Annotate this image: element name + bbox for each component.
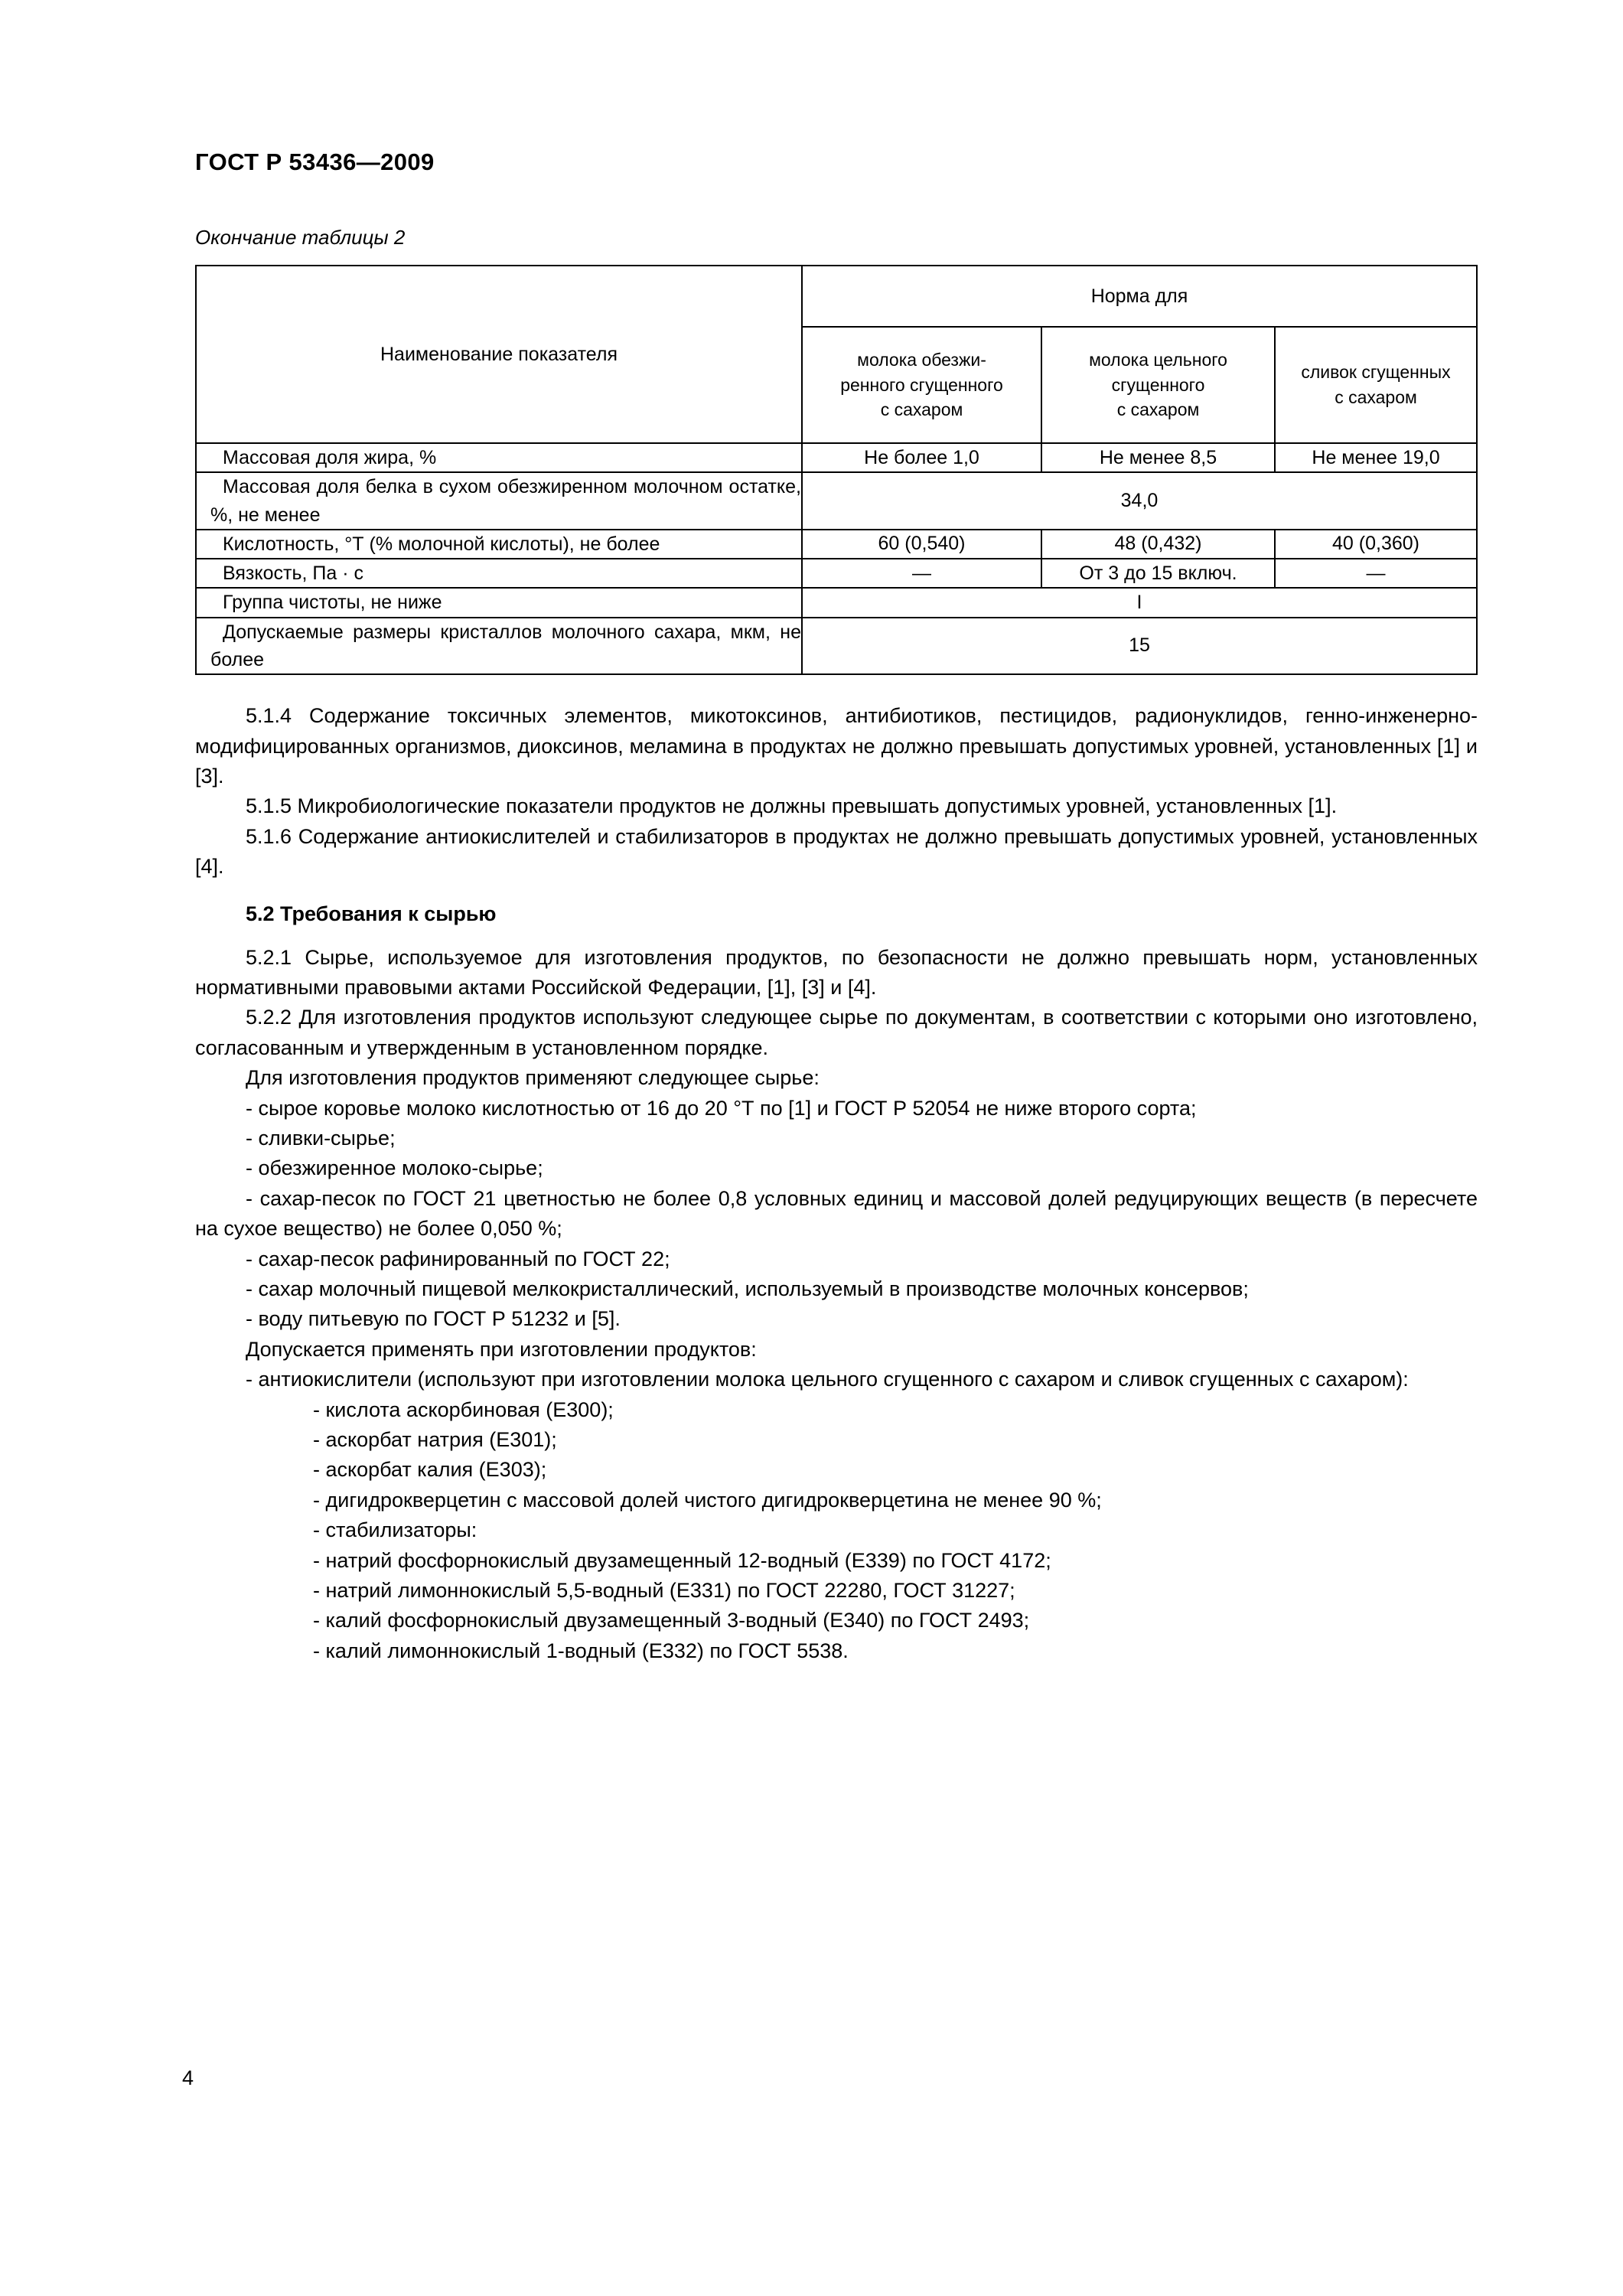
list-item: - сахар-песок по ГОСТ 21 цветностью не более 0,8 условных единиц и массовой долей редуцирующих веществ (в пересчете на сухое вещество) не более 0,050 %;	[195, 1186, 1478, 1241]
table-row	[196, 472, 1477, 530]
list-item: - антиокислители (используют при изготовлении молока цельного сгущенного с сахаром и сливок сгущенных с сахаром):	[246, 1368, 1409, 1391]
header-cream-line-1: сливок сгущенных	[1301, 362, 1451, 383]
header-cell-indicator-name: Наименование показателя	[196, 266, 802, 443]
list-item: - аскорбат калия (Е303);	[313, 1458, 547, 1482]
page-content	[195, 149, 1478, 1666]
cell-viscosity-cream: —	[1275, 559, 1477, 588]
allowed-intro: Допускается применять при изготовлении продуктов:	[246, 1337, 757, 1361]
header-whole-line-2: сгущенного	[1111, 374, 1205, 395]
list-item: - натрий лимоннокислый 5,5-водный (Е331) по ГОСТ 22280, ГОСТ 31227;	[313, 1579, 1015, 1603]
row-label-protein-fraction: Массовая доля белка в сухом обезжиренном молочном остатке, %, не менее	[196, 472, 802, 530]
cell-acidity-cream: 40 (0,360)	[1275, 530, 1477, 559]
table-head	[196, 266, 1477, 443]
header-whole-line-1: молока цельного	[1089, 350, 1227, 370]
body-text-block	[195, 701, 1478, 1666]
list-item: - обезжиренное молоко-сырье;	[246, 1156, 543, 1180]
clause-5-1-6: 5.1.6 Содержание антиокислителей и стабилизаторов в продуктах не должно превышать допустимых уровней, установленных [4].	[195, 824, 1478, 879]
header-cell-skim-milk	[802, 327, 1041, 443]
row-label-purity-group: Группа чистоты, не ниже	[196, 588, 802, 617]
table-row	[196, 530, 1477, 559]
list-item: - натрий фосфорнокислый двузамещенный 12-водный (Е339) по ГОСТ 4172;	[313, 1548, 1051, 1572]
list-item: - сахар-песок рафинированный по ГОСТ 22;	[246, 1247, 670, 1270]
table-header-row-group	[196, 266, 1477, 327]
list-item: - сливки-сырье;	[246, 1126, 396, 1150]
header-cell-norm-group: Норма для	[802, 266, 1477, 327]
clause-5-1-5: 5.1.5 Микробиологические показатели продуктов не должны превышать допустимых уровней, установленных [1].	[246, 794, 1338, 818]
header-cell-cream	[1275, 327, 1477, 443]
list-item: - аскорбат натрия (Е301);	[313, 1428, 557, 1452]
header-skim-line-1: молока обезжи-	[857, 350, 986, 370]
list-item: - сырое коровье молоко кислотностью от 16 до 20 °Т по [1] и ГОСТ Р 52054 не ниже второго сорта;	[246, 1096, 1197, 1120]
table-row	[196, 559, 1477, 588]
raw-materials-intro: Для изготовления продуктов применяют следующее сырье:	[246, 1066, 820, 1090]
list-item: - стабилизаторы:	[313, 1518, 477, 1542]
cell-acidity-skim: 60 (0,540)	[802, 530, 1041, 559]
list-item: - калий лимоннокислый 1-водный (Е332) по ГОСТ 5538.	[313, 1639, 849, 1662]
header-whole-line-3: с сахаром	[1116, 400, 1200, 420]
row-label-acidity: Кислотность, °Т (% молочной кислоты), не более	[196, 530, 802, 559]
clause-5-1-4: 5.1.4 Содержание токсичных элементов, микотоксинов, антибиотиков, пестицидов, радионуклидов, генно-инженерно-модифицированных организмов, диоксинов, меламина в продуктах не должно превышать допустимых уровней, установленных [1] и [3].	[195, 704, 1478, 788]
list-item: - воду питьевую по ГОСТ Р 51232 и [5].	[246, 1307, 621, 1331]
list-item: - дигидрокверцетин с массовой долей чистого дигидрокверцетина не менее 90 %;	[313, 1488, 1102, 1512]
table-body	[196, 443, 1477, 674]
table-caption: Окончание таблицы 2	[195, 226, 406, 249]
cell-fat-skim: Не более 1,0	[802, 443, 1041, 472]
row-label-fat-fraction: Массовая доля жира, %	[196, 443, 802, 472]
specifications-table	[195, 265, 1478, 675]
list-item: - сахар молочный пищевой мелкокристаллический, используемый в производстве молочных консервов;	[246, 1277, 1249, 1300]
list-item: - калий фосфорнокислый двузамещенный 3-водный (Е340) по ГОСТ 2493;	[313, 1609, 1030, 1632]
header-cell-whole-milk	[1041, 327, 1275, 443]
table-row	[196, 618, 1477, 675]
cell-crystal-merged: 15	[802, 618, 1477, 675]
row-label-viscosity: Вязкость, Па · с	[196, 559, 802, 588]
cell-acidity-whole: 48 (0,432)	[1041, 530, 1275, 559]
document-standard-header: ГОСТ Р 53436—2009	[195, 148, 435, 175]
table-row	[196, 588, 1477, 617]
cell-fat-whole: Не менее 8,5	[1041, 443, 1275, 472]
header-skim-line-2: ренного сгущенного	[840, 374, 1003, 395]
table-row	[196, 443, 1477, 472]
page-number: 4	[182, 2066, 194, 2089]
cell-protein-merged: 34,0	[802, 472, 1477, 530]
cell-fat-cream: Не менее 19,0	[1275, 443, 1477, 472]
section-heading-5-2: 5.2 Требования к сырью	[246, 902, 497, 925]
header-cream-line-2: с сахаром	[1335, 387, 1417, 408]
list-item: - кислота аскорбиновая (Е300);	[313, 1397, 614, 1421]
cell-viscosity-whole: От 3 до 15 включ.	[1041, 559, 1275, 588]
clause-5-2-1: 5.2.1 Сырье, используемое для изготовления продуктов, по безопасности не должно превышать норм, установленных нормативными правовыми актами Российской Федерации, [1], [3] и [4].	[195, 945, 1478, 999]
clause-5-2-2: 5.2.2 Для изготовления продуктов используют следующее сырье по документам, в соответствии с которыми оно изготовлено, согласованным и утвержденным в установленном порядке.	[195, 1006, 1478, 1059]
row-label-crystal-size: Допускаемые размеры кристаллов молочного сахара, мкм, не более	[196, 618, 802, 675]
cell-viscosity-skim: —	[802, 559, 1041, 588]
cell-purity-merged: I	[802, 588, 1477, 617]
header-skim-line-3: с сахаром	[880, 400, 963, 420]
